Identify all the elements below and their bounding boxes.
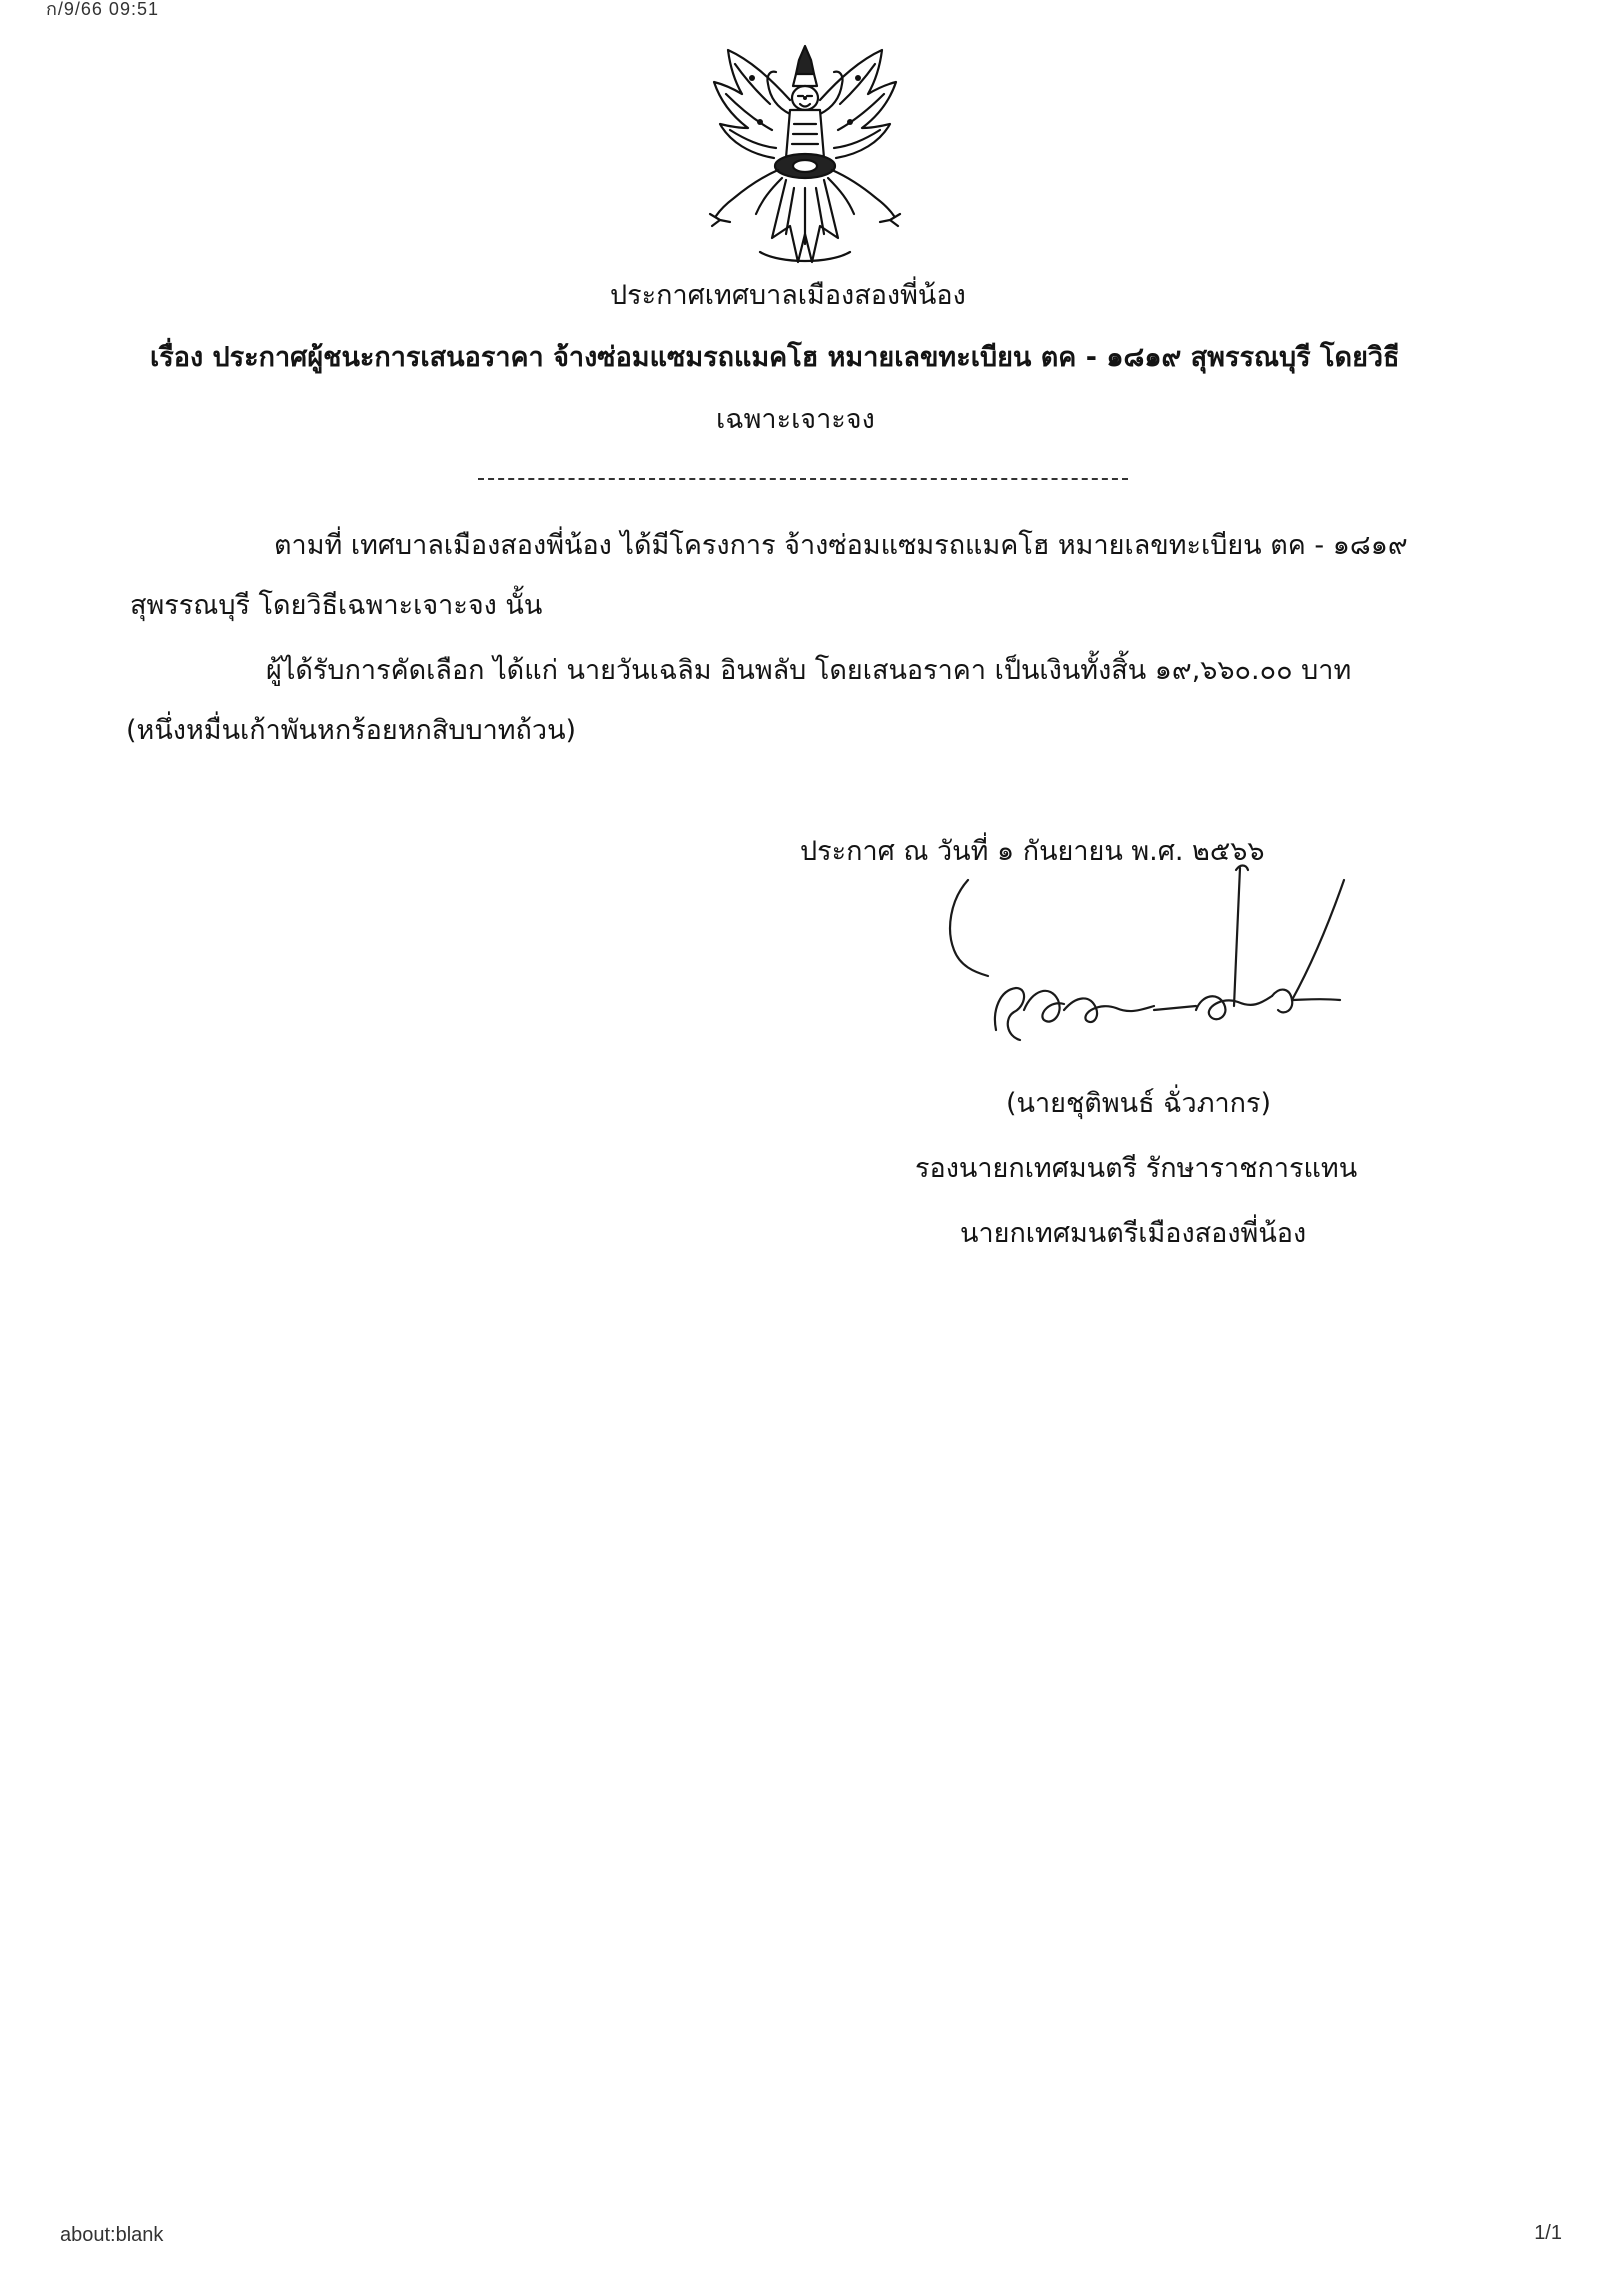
subject-line-1: เรื่อง ประกาศผู้ชนะการเสนอราคา จ้างซ่อมแซมรถแมคโฮ หมายเลขทะเบียน ตค - ๑๘๑๙ สุพรรณบุรี โดยวิธี: [150, 342, 1400, 373]
date-line: ประกาศ ณ วันที่ ๑ กันยายน พ.ศ. ๒๕๖๖: [800, 836, 1265, 867]
signer-title-2: นายกเทศมนตรีเมืองสองพี่น้อง: [960, 1218, 1307, 1249]
signer-name: (นายชุติพนธ์ ฉั่วภากร): [1006, 1088, 1272, 1119]
issuer-line: ประกาศเทศบาลเมืองสองพี่น้อง: [610, 280, 966, 311]
body-paragraph-1-line-1: ตามที่ เทศบาลเมืองสองพี่น้อง ได้มีโครงการ จ้างซ่อมแซมรถแมคโฮ หมายเลขทะเบียน ตค - ๑๘๑๙: [274, 530, 1408, 561]
subject-line-2: เฉพาะเจาะจง: [716, 404, 875, 435]
body-paragraph-1-line-2: สุพรรณบุรี โดยวิธีเฉพาะเจาะจง นั้น: [130, 590, 543, 621]
body-paragraph-2-line-2: (หนึ่งหมื่นเก้าพันหกร้อยหกสิบบาทถ้วน): [126, 715, 577, 746]
body-paragraph-2-line-1: ผู้ได้รับการคัดเลือก ได้แก่ นายวันเฉลิม อินพลับ โดยเสนอราคา เป็นเงินทั้งสิ้น ๑๙,๖๖๐.๐๐ บาท: [266, 655, 1352, 686]
footer-url: about:blank: [60, 2224, 164, 2246]
footer-page-number: 1/1: [1534, 2222, 1562, 2244]
separator-line: [478, 478, 1128, 480]
print-header: ก/9/66 09:51: [46, 0, 159, 19]
garuda-emblem-icon: [690, 38, 920, 273]
handwritten-signature: [940, 860, 1360, 1070]
signer-title-1: รองนายกเทศมนตรี รักษาราชการแทน: [915, 1153, 1358, 1184]
